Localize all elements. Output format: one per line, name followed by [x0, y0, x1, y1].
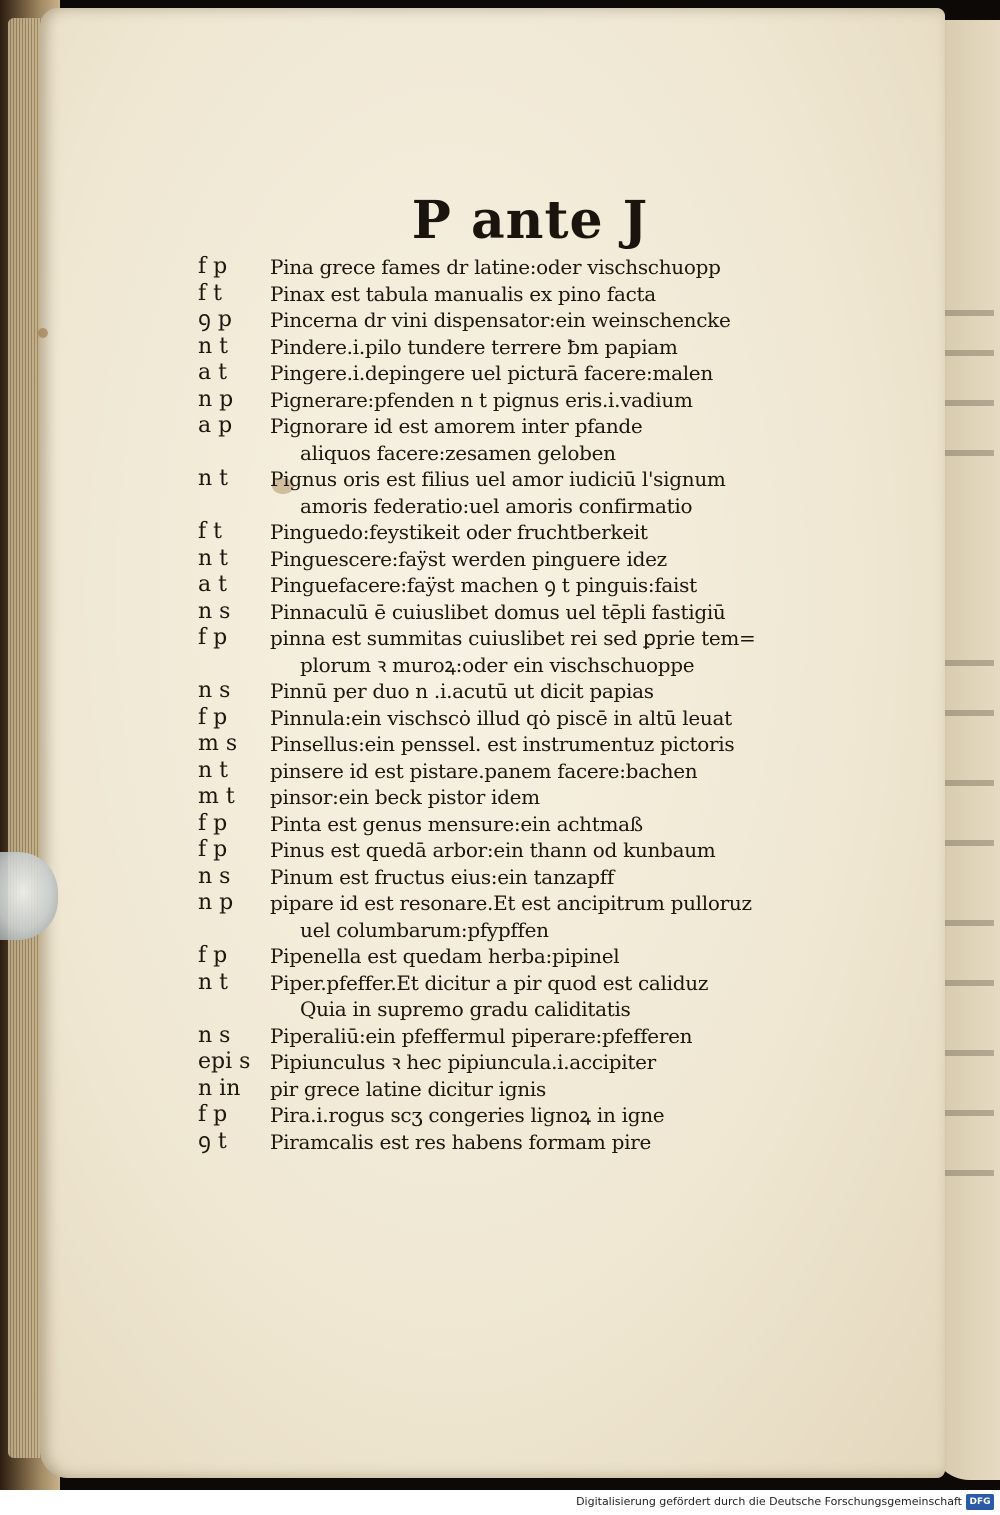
grammar-label: epi s — [198, 1049, 251, 1074]
page-heading: P ante J — [411, 190, 649, 251]
entry-continuation — [0, 493, 900, 520]
entry-text: Pinnaculū ē cuiuslibet domus uel tēpli fastigiū — [270, 599, 726, 624]
grammar-label: a p — [198, 413, 233, 438]
entry-text: Pignorare id est amorem inter pfande — [270, 414, 643, 438]
dictionary-entry — [0, 334, 900, 361]
dictionary-entry — [0, 864, 900, 891]
dictionary-entries — [0, 254, 900, 1155]
dictionary-entry — [0, 970, 900, 997]
dictionary-entry — [0, 1076, 900, 1103]
entry-text: Quia in supremo gradu caliditatis — [300, 997, 631, 1021]
entry-text: Pinax est tabula manualis ex pino facta — [270, 281, 656, 306]
entry-text: uel columbarum:pfypffen — [300, 917, 549, 942]
entry-text: Pinguefacere:faÿst machen ꝯ t pinguis:faist — [270, 573, 697, 597]
grammar-label: f t — [198, 519, 222, 544]
dictionary-entry — [0, 360, 900, 387]
dictionary-entry — [0, 705, 900, 732]
entry-text: Pincerna dr vini dispensator:ein weinschencke — [270, 308, 731, 332]
grammar-label: n in — [198, 1075, 241, 1101]
grammar-label: ꝯ p — [198, 307, 232, 332]
entry-text: Pira.i.rogus scʒ congeries lignoꝝ in igne — [270, 1103, 665, 1127]
entry-continuation — [0, 440, 900, 467]
dictionary-entry — [0, 837, 900, 864]
grammar-label: n t — [198, 333, 229, 359]
entry-text: amoris federatio:uel amoris confirmatio — [300, 493, 693, 518]
grammar-label: n s — [198, 863, 231, 889]
dictionary-entry — [0, 307, 900, 334]
grammar-label: n s — [198, 1022, 231, 1048]
grammar-label: a t — [198, 572, 227, 597]
grammar-label: f p — [198, 254, 228, 279]
entry-text: pinsor:ein beck pistor idem — [270, 785, 540, 809]
entry-text: Piramcalis est res habens formam pire — [270, 1129, 652, 1154]
entry-text: Pinguedo:feystikeit oder fruchtberkeit — [270, 520, 648, 544]
grammar-label: n t — [198, 757, 229, 783]
entry-text: Pina grece fames dr latine:oder vischschuopp — [270, 255, 721, 279]
entry-text: Pignerare:pfenden n t pignus eris.i.vadium — [270, 387, 693, 412]
dictionary-entry — [0, 254, 900, 281]
entry-text: plorum ꝛ muroꝝ:oder ein vischschuoppe — [300, 652, 695, 677]
entry-text: Pinsellus:ein penssel. est instrumentuz pictoris — [270, 732, 735, 756]
entry-text: Pinum est fructus eius:ein tanzapff — [270, 864, 615, 889]
dfg-logo: DFG — [966, 1494, 994, 1510]
entry-text: Pipiunculus ꝛ hec pipiuncula.i.accipiter — [270, 1050, 656, 1074]
entry-text: Pipenella est quedam herba:pipinel — [270, 944, 620, 968]
grammar-label: n s — [198, 678, 231, 703]
dictionary-entry — [0, 546, 900, 573]
entry-text: Piperaliū:ein pfeffermul piperare:pfefferen — [270, 1023, 693, 1048]
dictionary-entry — [0, 758, 900, 785]
dictionary-entry — [0, 387, 900, 414]
grammar-label: n p — [198, 386, 234, 412]
footer-bar — [0, 1490, 1000, 1515]
dictionary-entry — [0, 625, 900, 652]
entry-text: Pingere.i.depingere uel picturā facere:malen — [270, 361, 713, 385]
entry-text: aliquos facere:zesamen geloben — [300, 440, 616, 465]
entry-text: pir grece latine dicitur ignis — [270, 1076, 546, 1101]
dictionary-entry — [0, 1102, 900, 1129]
dictionary-entry — [0, 1129, 900, 1156]
grammar-label: f p — [198, 943, 228, 968]
grammar-label: n t — [198, 969, 229, 995]
dictionary-entry — [0, 281, 900, 308]
grammar-label: f p — [198, 704, 228, 730]
dictionary-entry — [0, 1049, 900, 1076]
grammar-label: f p — [198, 837, 228, 862]
entry-text: Pindere.i.pilo tundere terrere ƀm papiam — [270, 334, 678, 359]
entry-continuation — [0, 996, 900, 1023]
grammar-label: f p — [198, 810, 228, 836]
dictionary-entry — [0, 890, 900, 917]
dictionary-entry — [0, 519, 900, 546]
grammar-label: f p — [198, 625, 228, 650]
grammar-label: n s — [198, 598, 231, 624]
dictionary-entry — [0, 466, 900, 493]
grammar-label: n t — [198, 545, 229, 571]
footer-credit: Digitalisierung gefördert durch die Deutsche Forschungsgemeinschaft — [576, 1495, 962, 1508]
dictionary-entry — [0, 572, 900, 599]
entry-text: pinna est summitas cuiuslibet rei sed ꝑprie tem= — [270, 626, 756, 650]
grammar-label: m s — [198, 731, 238, 756]
entry-continuation — [0, 917, 900, 944]
grammar-label: f t — [198, 280, 222, 306]
dictionary-entry — [0, 1023, 900, 1050]
dictionary-entry — [0, 731, 900, 758]
grammar-label: m t — [198, 784, 235, 809]
dictionary-entry — [0, 784, 900, 811]
entry-text: Pinnū per duo n .i.acutū ut dicit papias — [270, 679, 654, 703]
dictionary-entry — [0, 811, 900, 838]
entry-text: Pignus oris est filius uel amor iudiciū l'signum — [270, 467, 726, 491]
grammar-label: n p — [198, 890, 234, 915]
entry-text: pinsere id est pistare.panem facere:bachen — [270, 758, 698, 783]
entry-text: Pinta est genus mensure:ein achtmaß — [270, 811, 643, 836]
grammar-label: n t — [198, 466, 229, 491]
grammar-label: ꝯ t — [198, 1128, 227, 1154]
grammar-label: f p — [198, 1102, 228, 1127]
entry-text: pipare id est resonare.Et est ancipitrum pulloruz — [270, 891, 752, 915]
entry-text: Pinguescere:faÿst werden pinguere idez — [270, 546, 667, 571]
entry-text: Pinnula:ein vischscȯ illud qȯ piscē in altū leuat — [270, 705, 732, 730]
entry-text: Piper.pfeffer.Et dicitur a pir quod est caliduz — [270, 970, 709, 995]
grammar-label: a t — [198, 360, 227, 385]
dictionary-entry — [0, 413, 900, 440]
dictionary-entry — [0, 678, 900, 705]
dictionary-entry — [0, 599, 900, 626]
entry-text: Pinus est quedā arbor:ein thann od kunbaum — [270, 838, 716, 862]
dictionary-entry — [0, 943, 900, 970]
entry-continuation — [0, 652, 900, 679]
